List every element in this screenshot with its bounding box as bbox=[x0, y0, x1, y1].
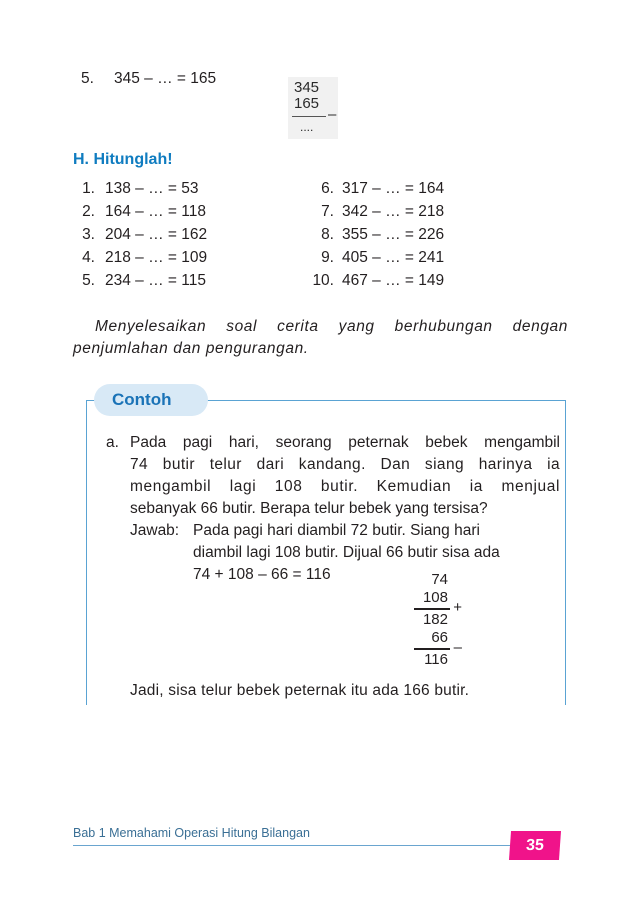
stack-top: 345 bbox=[294, 79, 320, 96]
example-question bbox=[130, 432, 560, 520]
story-intro bbox=[73, 316, 568, 360]
item-number: 6. bbox=[321, 180, 334, 197]
item-number: 8. bbox=[321, 226, 334, 243]
calc-rule bbox=[414, 608, 450, 610]
question-line: mengambil lagi 108 butir. Kemudian ia menjual bbox=[130, 478, 560, 495]
item-text: 355 – … = 226 bbox=[342, 226, 445, 243]
calc-b: 108 bbox=[422, 589, 448, 606]
item-number: 4. bbox=[82, 249, 95, 266]
item-number: 3. bbox=[82, 226, 95, 243]
stack-operator: – bbox=[328, 106, 337, 123]
item-text: 204 – … = 162 bbox=[105, 226, 208, 243]
item-text: 467 – … = 149 bbox=[342, 272, 445, 289]
calc-sum: 182 bbox=[422, 611, 448, 628]
item-number: 2. bbox=[82, 203, 95, 220]
story-intro-line1: Menyelesaikan soal cerita yang berhubungan dengan bbox=[95, 318, 568, 335]
footer-rule bbox=[73, 845, 510, 846]
answer-line: diambil lagi 108 butir. Dijual 66 butir sisa ada bbox=[193, 544, 500, 561]
question-line: Pada pagi hari, seorang peternak bebek mengambil bbox=[130, 434, 560, 451]
problem-5-text: 345 – … = 165 bbox=[114, 70, 217, 87]
conclusion: Jadi, sisa telur bebek peternak itu ada 166 butir. bbox=[130, 682, 470, 699]
item-text: 405 – … = 241 bbox=[342, 249, 445, 266]
calc-minus: – bbox=[453, 639, 462, 656]
item-text: 342 – … = 218 bbox=[342, 203, 445, 220]
answer-label: Jawab: bbox=[130, 522, 180, 539]
answer-line: 74 + 108 – 66 = 116 bbox=[193, 566, 331, 583]
item-number: 9. bbox=[321, 249, 334, 266]
section-heading: H. Hitunglah! bbox=[73, 151, 173, 168]
answer-line: Pada pagi hari diambil 72 butir. Siang hari bbox=[193, 522, 480, 539]
example-label: a. bbox=[106, 434, 119, 451]
subtraction-figure bbox=[288, 77, 338, 139]
item-text: 164 – … = 118 bbox=[105, 203, 206, 220]
story-intro-line2: penjumlahan dan pengurangan. bbox=[73, 340, 309, 357]
item-text: 138 – … = 53 bbox=[105, 180, 199, 197]
example-tab: Contoh bbox=[94, 384, 208, 416]
item-text: 234 – … = 115 bbox=[105, 272, 206, 289]
question-line: sebanyak 66 butir. Berapa telur bebek yang tersisa? bbox=[130, 500, 488, 517]
stack-dots: .... bbox=[300, 120, 314, 134]
vertical-calculation bbox=[410, 572, 470, 672]
chapter-footer: Bab 1 Memahami Operasi Hitung Bilangan bbox=[73, 826, 310, 840]
calc-plus: + bbox=[453, 599, 462, 616]
item-number: 7. bbox=[321, 203, 334, 220]
question-line: 74 butir telur dari kandang. Dan siang harinya ia bbox=[130, 456, 560, 473]
calc-a: 74 bbox=[431, 571, 448, 588]
calc-result: 116 bbox=[424, 651, 448, 668]
item-number: 10. bbox=[312, 272, 334, 289]
calc-rule bbox=[414, 648, 450, 650]
item-text: 218 – … = 109 bbox=[105, 249, 208, 266]
item-number: 1. bbox=[82, 180, 95, 197]
calc-c: 66 bbox=[431, 629, 448, 646]
stack-mid: 165 bbox=[294, 95, 320, 112]
item-text: 317 – … = 164 bbox=[342, 180, 445, 197]
problem-5-number: 5. bbox=[81, 70, 94, 87]
stack-rule bbox=[292, 116, 326, 117]
item-number: 5. bbox=[82, 272, 95, 289]
page-number: 35 bbox=[509, 831, 561, 860]
